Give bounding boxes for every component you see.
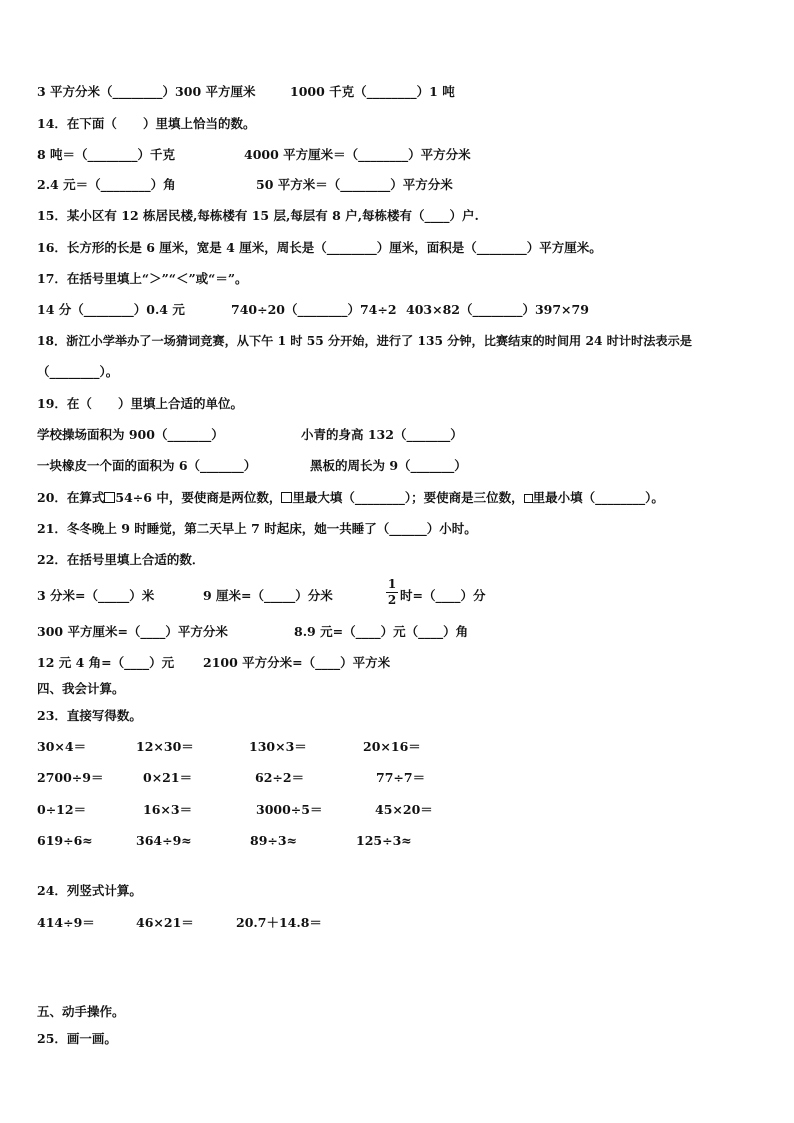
question-24: 24．列竖式计算。 (37, 883, 142, 898)
question-20-text: 54÷6 中，要使商是两位数， (115, 490, 282, 505)
question-21: 21．冬冬晚上 9 时睡觉，第二天早上 7 时起床，她一共睡了（______）小时。 (37, 521, 477, 536)
calc-item: 77÷7＝ (376, 770, 426, 785)
question-14: 14．在下面（ ）里填上恰当的数。 (37, 116, 256, 131)
blank-square-icon (104, 492, 115, 503)
question-19-item: 学校操场面积为 900（_______） (37, 427, 224, 442)
calc-item: 16×3＝ (143, 802, 193, 817)
question-22: 22．在括号里填上合适的数． (37, 552, 205, 567)
question-17-item: 403×82（________）397×79 (406, 302, 589, 317)
calc-item: 20×16＝ (363, 739, 421, 754)
question-22-item: 2100 平方分米=（____）平方米 (203, 655, 391, 670)
question-14-item: 8 吨＝（________）千克 (37, 147, 176, 162)
calc-item: 364÷9≈ (136, 833, 192, 848)
question-14-item: 4000 平方厘米＝（________）平方分米 (244, 147, 471, 162)
blank-square-icon (281, 492, 292, 503)
calc-item: 62÷2＝ (255, 770, 305, 785)
calc-item: 89÷3≈ (250, 833, 298, 848)
calc-item: 619÷6≈ (37, 833, 93, 848)
question-18-answer: （________）。 (37, 364, 119, 379)
question-23: 23．直接写得数。 (37, 708, 142, 723)
question-14-item: 50 平方米＝（________）平方分米 (256, 177, 453, 192)
question-22-item: 3 分米=（_____）米 (37, 588, 155, 603)
section-4-title: 四、我会计算。 (37, 681, 125, 696)
question-22-item: 8.9 元=（____）元（____）角 (294, 624, 469, 639)
section-5-title: 五、动手操作。 (37, 1004, 125, 1019)
calc-item: 2700÷9＝ (37, 770, 104, 785)
question-22-item: 12 元 4 角=（____）元 (37, 655, 175, 670)
calc-item: 0÷12＝ (37, 802, 87, 817)
question-20-text: 里最大填（________）；要使商是三位数， (292, 490, 524, 505)
calc-item: 0×21＝ (143, 770, 193, 785)
vertical-calc-item: 46×21＝ (136, 915, 194, 930)
question-19-item: 一块橡皮一个面的面积为 6（_______） (37, 458, 257, 473)
question-19: 19．在（ ）里填上合适的单位。 (37, 396, 244, 411)
question-17-item: 14 分（________）0.4 元 (37, 302, 185, 317)
vertical-calc-item: 20.7＋14.8＝ (236, 915, 322, 930)
fraction-denominator: 2 (387, 593, 397, 607)
calc-item: 3000÷5＝ (256, 802, 323, 817)
question-15: 15．某小区有 12 栋居民楼,每栋楼有 15 层,每层有 8 户,每栋楼有（____）户. (37, 208, 479, 223)
question-19-item: 小青的身高 132（_______） (301, 427, 463, 442)
question-20-text: 里最小填（________）。 (532, 490, 664, 505)
conversion-line: 1000 千克（________）1 吨 (290, 84, 455, 99)
question-22-item: 时=（____）分 (400, 588, 486, 603)
calc-item: 130×3＝ (249, 739, 307, 754)
calc-item: 45×20＝ (375, 802, 433, 817)
fraction-one-half (386, 578, 398, 607)
blank-square-icon (524, 494, 533, 503)
conversion-line: 3 平方分米（________）300 平方厘米 (37, 84, 256, 99)
question-16: 16．长方形的长是 6 厘米，宽是 4 厘米，周长是（________）厘米，面积是（________）平方厘米。 (37, 240, 602, 255)
question-20 (37, 490, 664, 506)
question-22-item: 300 平方厘米=（____）平方分米 (37, 624, 228, 639)
vertical-calc-item: 414÷9＝ (37, 915, 95, 930)
calc-item: 125÷3≈ (356, 833, 412, 848)
calc-item: 12×30＝ (136, 739, 194, 754)
question-14-item: 2.4 元＝（________）角 (37, 177, 176, 192)
question-20-text: 20．在算式 (37, 490, 105, 505)
question-25: 25．画一画。 (37, 1031, 117, 1046)
question-19-item: 黑板的周长为 9（_______） (310, 458, 467, 473)
question-17-item: 740÷20（________）74÷2 (231, 302, 397, 317)
question-22-item: 9 厘米=（_____）分米 (203, 588, 333, 603)
question-18: 18．浙江小学举办了一场猜词竞赛，从下午 1 时 55 分开始，进行了 135 分钟，比赛结束的时间用 24 时计时法表示是 (37, 334, 692, 348)
calc-item: 30×4＝ (37, 739, 87, 754)
fraction-numerator: 1 (387, 577, 397, 591)
question-17: 17．在括号里填上“＞”“＜”或“＝”。 (37, 271, 248, 286)
